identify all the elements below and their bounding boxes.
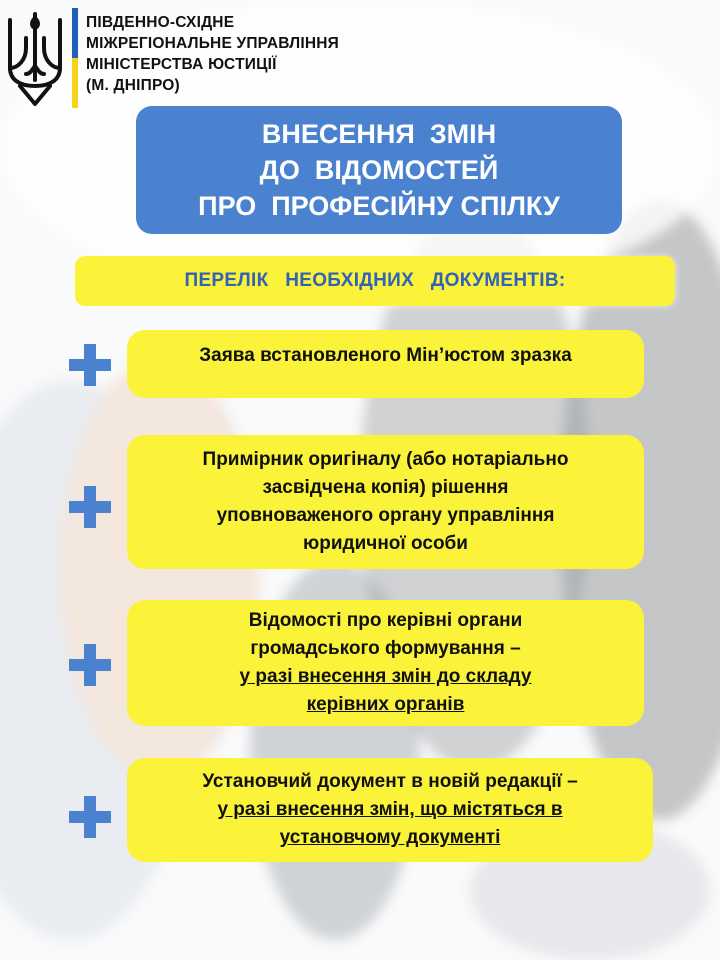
flag-bar-blue — [72, 8, 78, 58]
document-item-condition: установчому документі — [279, 827, 501, 848]
title-line: ПРО ПРОФЕСІЙНУ СПІЛКУ — [198, 191, 560, 221]
document-item-line: Відомості про керівні органи — [248, 610, 523, 631]
title-line: ДО ВІДОМОСТЕЙ — [259, 155, 499, 185]
documents-list-heading-text: ПЕРЕЛІК НЕОБХІДНИХ ДОКУМЕНТІВ: — [184, 270, 566, 291]
org-line: (М. ДНІПРО) — [86, 77, 180, 94]
document-item-condition: у разі внесення змін, що містяться в — [217, 799, 563, 820]
plus-icon — [69, 796, 111, 838]
document-item-line: уповноваженого органу управління — [216, 505, 555, 526]
page-title — [136, 106, 622, 234]
document-item-line: засвідчена копія) рішення — [262, 477, 509, 498]
plus-icon — [69, 486, 111, 528]
document-item — [127, 435, 644, 569]
org-line: МІЖРЕГІОНАЛЬНЕ УПРАВЛІННЯ — [86, 35, 339, 52]
title-line: ВНЕСЕННЯ ЗМІН — [261, 119, 497, 149]
document-item — [127, 600, 644, 726]
documents-list-heading — [75, 256, 675, 306]
document-item-condition: у разі внесення змін до складу — [239, 666, 532, 687]
header — [0, 0, 720, 110]
document-item-line: юридичної особи — [303, 533, 468, 554]
document-item-condition: керівних органів — [306, 694, 465, 715]
document-item — [127, 330, 644, 398]
document-item-line: Заява встановленого Мін’юстом зразка — [199, 345, 572, 366]
org-line: МІНІСТЕРСТВА ЮСТИЦІЇ — [86, 56, 277, 73]
document-item-line: Примірник оригіналу (або нотаріально — [202, 449, 569, 470]
document-item-line: Установчий документ в новій редакції – — [202, 771, 578, 792]
org-line: ПІВДЕННО-СХІДНЕ — [86, 14, 235, 31]
document-item-line: громадського формування – — [250, 638, 521, 659]
flag-bar-yellow — [72, 58, 78, 108]
document-item — [127, 758, 653, 862]
plus-icon — [69, 644, 111, 686]
organization-name — [86, 12, 339, 96]
plus-icon — [69, 344, 111, 386]
trident-emblem-icon — [4, 10, 66, 108]
